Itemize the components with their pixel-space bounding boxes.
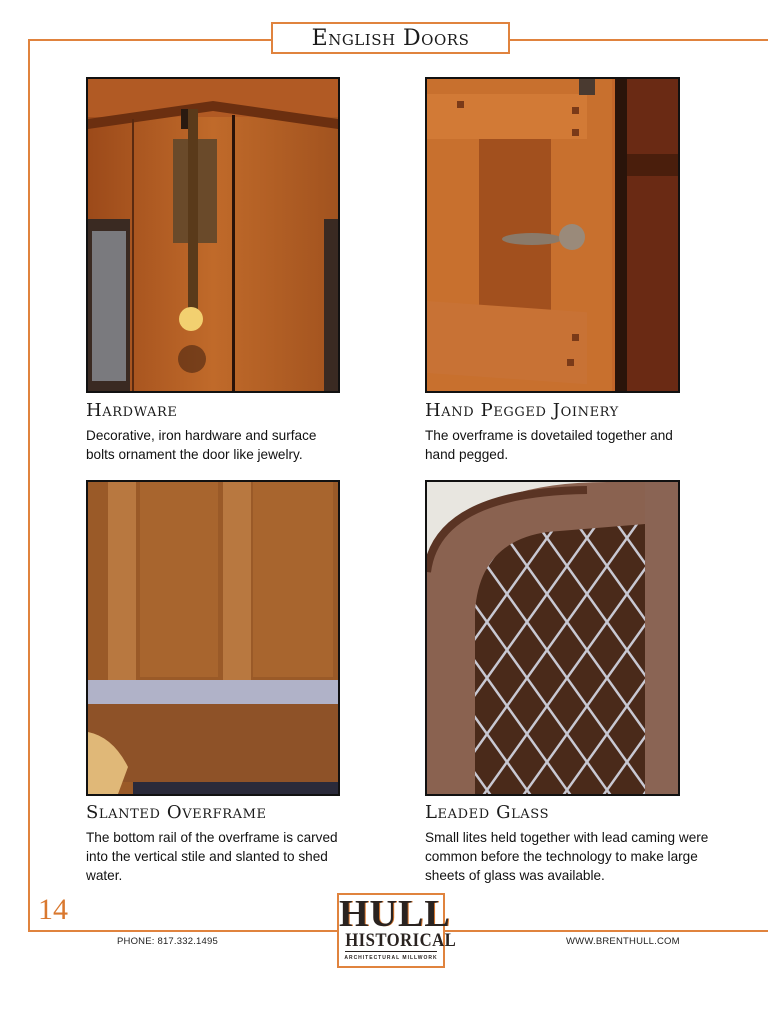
- hull-historical-logo: [337, 893, 457, 968]
- page-title-box: [271, 22, 510, 54]
- page-number: 14: [38, 893, 68, 926]
- section-description: Decorative, iron hardware and surface bolts ornament the door like jewelry.: [86, 428, 317, 462]
- section-leaded-glass: [425, 803, 725, 885]
- page-title: English Doors: [311, 25, 470, 51]
- footer-phone: PHONE: 817.332.1495: [117, 936, 218, 947]
- logo-line-2: HISTORICAL: [345, 930, 457, 951]
- section-hardware: [86, 401, 386, 464]
- section-hand-pegged-joinery: [425, 401, 725, 464]
- logo-line-1: HULL: [339, 893, 451, 935]
- logo-tagline: ARCHITECTURAL MILLWORK: [344, 955, 438, 961]
- section-title: Slanted Overframe: [86, 802, 267, 823]
- section-description: The bottom rail of the overframe is carved into the vertical stile and slanted to shed water.: [86, 830, 338, 883]
- section-title: Leaded Glass: [425, 802, 550, 823]
- slanted-overframe-photo: [86, 480, 340, 796]
- logo-divider: [345, 951, 437, 952]
- section-description: Small lites held together with lead caming were common before the technology to make large sheets of glass was available.: [425, 830, 709, 883]
- section-title: Hand Pegged Joinery: [425, 400, 619, 421]
- hardware-photo: [86, 77, 340, 393]
- section-slanted-overframe: [86, 803, 386, 885]
- leaded-glass-photo: [425, 480, 680, 796]
- joinery-photo: [425, 77, 680, 393]
- section-title: Hardware: [86, 400, 178, 421]
- footer-website[interactable]: WWW.BRENTHULL.COM: [566, 936, 680, 947]
- section-description: The overframe is dovetailed together and hand pegged.: [425, 428, 673, 462]
